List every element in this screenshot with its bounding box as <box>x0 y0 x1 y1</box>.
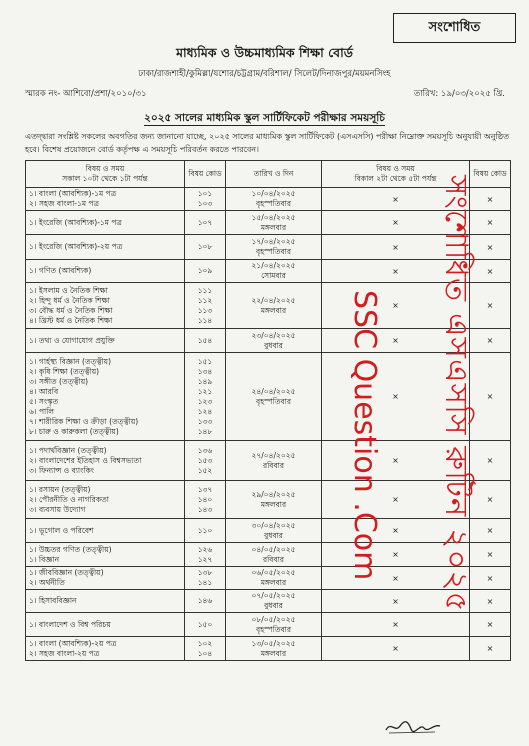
subject-cell <box>26 188 185 211</box>
subject-cell <box>26 260 185 283</box>
subject-name: ১। গণিত (আবশ্যিক) <box>29 266 92 275</box>
date-cell <box>226 519 322 543</box>
subject-name: ২। হিন্দু ধর্ম ও নৈতিক শিক্ষা <box>29 295 110 305</box>
date-cell <box>226 211 322 235</box>
subject-code: ১০১ <box>197 189 213 198</box>
date-cell <box>226 329 322 353</box>
subject-code: ১০৮ <box>197 242 213 251</box>
subject-code: ১১৪ <box>197 315 213 325</box>
subject-code-cell <box>185 590 226 613</box>
subject-code: ১১১ <box>197 285 213 295</box>
exam-day: মঙ্গলবার <box>260 499 287 509</box>
exam-date: ০৮/০৫/২০২৫ <box>251 614 296 624</box>
subject-code: ১২৭ <box>197 554 213 564</box>
subject-cell <box>26 567 185 590</box>
subject-name: ১। ইংরেজি (আবশ্যিক)-১ম পত্র <box>29 217 122 227</box>
subject-code-cell <box>185 188 226 211</box>
subject-code: ১৫১ <box>197 356 213 366</box>
site-watermark: SSC Question .Com <box>347 290 382 581</box>
subject-code: ১০৭ <box>197 217 213 227</box>
subject-cell <box>26 637 185 661</box>
subject-code-cell <box>185 637 226 661</box>
subject-name: ১। ভূগোল ও পরিবেশ <box>29 525 94 535</box>
subject-name: ২। পৌরনীতি ও নাগরিকতা <box>29 494 109 504</box>
exam-day: মঙ্গলবার <box>260 648 287 658</box>
exam-day: রবিবার <box>263 460 284 470</box>
subject-name: ১। ইসলাম ও নৈতিক শিক্ষা <box>29 285 108 295</box>
pm-subject-cell: × <box>322 353 470 441</box>
subject-name: ১। জীববিজ্ঞান (তত্ত্বীয়) <box>29 568 104 577</box>
signature <box>383 717 443 737</box>
exam-day: বুধবার <box>264 601 283 610</box>
subject-code: ১৩৬ <box>197 445 213 455</box>
subject-name: ১। বাংলাদেশ ও বিশ্ব পরিচয় <box>29 619 111 629</box>
pm-subject-cell: × <box>322 543 470 567</box>
exam-day: মঙ্গলবার <box>260 305 287 315</box>
subject-cell <box>26 543 185 567</box>
pm-code-cell: × <box>470 637 511 661</box>
date-cell <box>226 353 322 441</box>
exam-date: ০৪/০৫/২০২৫ <box>251 544 296 554</box>
date-cell <box>226 567 322 590</box>
subject-code-cell <box>185 235 226 260</box>
issue-date: তারিখ: ১৯/০৩/২০২৫ খ্রি. <box>413 89 505 99</box>
pm-subject-cell: × <box>322 441 470 481</box>
table-row <box>26 613 511 637</box>
subject-name: ১। বাংলা (আবশ্যিক)-১ম পত্র <box>29 189 117 198</box>
exam-date: ০৭/০৫/২০২৫ <box>251 591 296 600</box>
pm-subject-cell: × <box>322 260 470 283</box>
pm-code-cell: × <box>470 235 511 260</box>
date-cell <box>226 481 322 519</box>
subject-name: ১। রসায়ন (তত্ত্বীয়) <box>29 484 91 494</box>
pm-subject-cell: × <box>322 590 470 613</box>
subject-code-cell <box>185 211 226 235</box>
exam-date: ১০/০৪/২০২৫ <box>251 189 296 198</box>
board-title: মাধ্যমিক ও উচ্চমাধ্যমিক শিক্ষা বোর্ড <box>176 45 353 60</box>
subject-code: ১১০ <box>197 525 213 535</box>
subject-cell <box>26 441 185 481</box>
subject-code-cell <box>185 283 226 329</box>
pm-subject-cell: × <box>322 188 470 211</box>
pm-subject-cell: × <box>322 519 470 543</box>
subject-name: ২। কৃষি শিক্ষা (তত্ত্বীয়) <box>29 366 100 376</box>
exam-day: বৃহস্পতিবার <box>256 624 291 634</box>
subject-code: ১১৩ <box>197 305 213 315</box>
date-cell <box>226 260 322 283</box>
subject-code: ১০২ <box>197 638 213 648</box>
subject-code-cell <box>185 260 226 283</box>
subject-code: ১৫২ <box>197 465 213 475</box>
pm-subject-cell: × <box>322 637 470 661</box>
pm-code-cell: × <box>470 188 511 211</box>
subject-code: ১৪৯ <box>197 376 213 386</box>
date-cell <box>226 543 322 567</box>
subject-code: ১৪৬ <box>197 596 213 605</box>
exam-date: ২৩/০৪/২০২৫ <box>251 330 296 340</box>
subject-code: ১২১ <box>197 386 213 396</box>
pm-code-cell: × <box>470 211 511 235</box>
subject-name: ২। বাংলাদেশের ইতিহাস ও বিশ্বসভ্যতা <box>29 455 142 465</box>
exam-date: ১৭/০৪/২০২৫ <box>251 237 296 246</box>
subject-code: ১২৩ <box>197 396 213 406</box>
subject-cell <box>26 590 185 613</box>
exam-day: মঙ্গলবার <box>260 578 287 587</box>
intro-paragraph: এতদ্দ্বারা সংশ্লিষ্ট সকলের অবগতির জন্য জানানো যাচ্ছে, ২০২৫ সালের মাধ্যমিক স্কুল সার্টিফিকেট (এসএসসি) পরীক্ষা নিম্নোক্ত সময়সূচি অনুযায়ী অনুষ্ঠিত হবে। বিশেষ প্রয়োজনে বোর্ড কর্তৃপক্ষ এ সময়সূচি পরিবর্তন করতে পারবেন। <box>25 132 510 154</box>
subject-code-cell <box>185 481 226 519</box>
subject-code-cell <box>185 567 226 590</box>
subject-name: ৭। শারীরিক শিক্ষা ও ক্রীড়া (তত্ত্বীয়) <box>29 416 139 426</box>
subject-code: ১৩৮ <box>197 568 213 577</box>
board-address: ঢাকা/রাজশাহী/কুমিল্লা/যশোর/চট্টগ্রাম/বরিশাল/ সিলেট/দিনাজপুর/ময়মনসিংহ <box>138 69 391 79</box>
revised-stamp: সংশোধিত <box>393 13 516 43</box>
pm-subject-cell: × <box>322 211 470 235</box>
pm-subject-cell: × <box>322 481 470 519</box>
subject-name: ৫। সংস্কৃত <box>29 396 59 406</box>
subject-code: ১৪০ <box>197 494 213 504</box>
pm-code-cell: × <box>470 567 511 590</box>
subject-code: ১২৬ <box>197 544 213 554</box>
subject-code-cell <box>185 441 226 481</box>
exam-day: বুধবার <box>264 530 283 540</box>
pm-subject-cell: × <box>322 613 470 637</box>
date-cell <box>226 188 322 211</box>
pm-code-cell: × <box>470 353 511 441</box>
pm-code-cell: × <box>470 260 511 283</box>
subject-code-cell <box>185 519 226 543</box>
date-cell <box>226 590 322 613</box>
subject-code-cell <box>185 329 226 353</box>
subject-code: ১১২ <box>197 295 213 305</box>
table-row <box>26 637 511 661</box>
subject-name: ১। উচ্চতর গণিত (তত্ত্বীয়) <box>29 544 112 554</box>
subject-code: ১৫৪ <box>197 335 213 345</box>
exam-day: মঙ্গলবার <box>260 222 287 232</box>
subject-code: ১০৩ <box>197 199 213 208</box>
subject-code-cell <box>185 543 226 567</box>
subject-code: ১৪৩ <box>197 504 213 514</box>
header-date: তারিখ ও দিন <box>226 161 322 188</box>
subject-code-cell <box>185 353 226 441</box>
subject-code: ১২৪ <box>197 406 213 416</box>
pm-code-cell: × <box>470 590 511 613</box>
pm-code-cell: × <box>470 283 511 329</box>
subject-cell <box>26 519 185 543</box>
exam-date: ০৬/০৫/২০২৫ <box>251 568 296 577</box>
exam-date: ১৩/০৫/২০২৫ <box>251 638 296 648</box>
subject-code-cell <box>185 613 226 637</box>
subject-name: ৪। আরবি <box>29 386 59 396</box>
subject-cell <box>26 283 185 329</box>
exam-day: বৃহস্পতিবার <box>256 199 291 208</box>
revised-routine-watermark: সংশোধিত এসএসসি রুটিন ২০২৫ <box>438 175 474 613</box>
exam-date: ২২/০৪/২০২৫ <box>251 295 296 305</box>
subject-name: ১। পদার্থবিজ্ঞান (তত্ত্বীয়) <box>29 445 107 455</box>
subject-code: ১৫৩ <box>197 455 213 465</box>
date-cell <box>226 235 322 260</box>
subject-name: ৩। ব্যবসায় উদ্যোগ <box>29 504 86 514</box>
subject-name: ১। হিসাববিজ্ঞান <box>29 596 77 605</box>
subject-name: ২। সহজ বাংলা-১ম পত্র <box>29 199 99 208</box>
subject-code: ১০৯ <box>197 266 213 275</box>
subject-cell <box>26 613 185 637</box>
subject-name: ১। গার্হস্থ্য বিজ্ঞান (তত্ত্বীয়) <box>29 356 112 366</box>
subject-cell <box>26 235 185 260</box>
subject-cell <box>26 481 185 519</box>
subject-name: ৪। খ্রিস্ট ধর্ম ও নৈতিক শিক্ষা <box>29 315 113 325</box>
subject-name: ২। সহজ বাংলা-২য় পত্র <box>29 648 100 658</box>
exam-day: বৃহস্পতিবার <box>256 247 291 256</box>
subject-name: ৩। বৌদ্ধ ধর্ম ও নৈতিক শিক্ষা <box>29 305 113 315</box>
exam-date: ২১/০৪/২০২৫ <box>251 261 296 270</box>
pm-code-cell: × <box>470 613 511 637</box>
exam-date: ৩০/০৪/২০২৫ <box>251 520 296 530</box>
exam-date: ১৫/০৪/২০২৫ <box>251 212 296 222</box>
exam-day: সোমবার <box>261 271 286 280</box>
subject-code: ১৪৮ <box>197 426 213 436</box>
exam-date: ২৪/০৪/২০২৫ <box>251 386 296 396</box>
pm-subject-cell: × <box>322 567 470 590</box>
pm-code-cell: × <box>470 519 511 543</box>
subject-name: ২। অর্থনীতি <box>29 578 65 587</box>
subject-name: ১। ইংরেজি (আবশ্যিক)-২য় পত্র <box>29 242 123 251</box>
memo-number: স্মারক নং- আশিবো/প্রশা/২০১০/৩১ <box>25 89 147 99</box>
subject-name: ৩। ফিন্যান্স ও ব্যাংকিং <box>29 465 94 475</box>
header-pm-code: বিষয় কোড <box>470 161 511 188</box>
subject-code: ১৪১ <box>197 578 213 587</box>
header-subject: বিষয় ও সময় সকাল ১০টা থেকে ১টা পর্যন্ত <box>26 161 185 188</box>
date-cell <box>226 613 322 637</box>
pm-code-cell: × <box>470 543 511 567</box>
pm-subject-cell: × <box>322 235 470 260</box>
subject-code: ১৩৪ <box>197 366 213 376</box>
subject-cell <box>26 211 185 235</box>
exam-day: বুধবার <box>264 340 283 350</box>
pm-subject-cell: × <box>322 329 470 353</box>
subject-code: ১৫০ <box>197 619 213 629</box>
subject-name: ৬। পালি <box>29 406 54 416</box>
subject-name: ১। তথ্য ও যোগাযোগ প্রযুক্তি <box>29 335 115 345</box>
exam-day: রবিবার <box>263 554 284 564</box>
subject-name: ১। বিজ্ঞান <box>29 554 60 564</box>
pm-subject-cell: × <box>322 283 470 329</box>
header-pm-subject: বিষয় ও সময় বিকাল ২টা থেকে ৫টা পর্যন্ত <box>322 161 470 188</box>
date-cell <box>226 441 322 481</box>
pm-code-cell: × <box>470 481 511 519</box>
exam-day: বৃহস্পতিবার <box>256 396 291 406</box>
date-cell <box>226 283 322 329</box>
document-title-text: ২০২৫ সালের মাধ্যমিক স্কুল সার্টিফিকেট পরীক্ষার সময়সূচি <box>144 112 385 124</box>
header-code: বিষয় কোড <box>185 161 226 188</box>
subject-code: ১৩৩ <box>197 416 213 426</box>
pm-code-cell: × <box>470 329 511 353</box>
exam-date: ২৯/০৪/২০২৫ <box>251 489 296 499</box>
exam-date: ২৭/০৪/২০২৫ <box>251 450 296 460</box>
document-title <box>0 111 529 128</box>
subject-cell <box>26 353 185 441</box>
subject-name: ৮। চারু ও কারুকলা (তত্ত্বীয়) <box>29 426 119 436</box>
pm-code-cell: × <box>470 441 511 481</box>
subject-cell <box>26 329 185 353</box>
subject-code: ১০৪ <box>197 648 213 658</box>
date-cell <box>226 637 322 661</box>
subject-code: ১৩৭ <box>197 484 213 494</box>
subject-name: ৩। সঙ্গীত (তত্ত্বীয়) <box>29 376 89 386</box>
subject-name: ১। বাংলা (আবশ্যিক)-২য় পত্র <box>29 638 117 648</box>
